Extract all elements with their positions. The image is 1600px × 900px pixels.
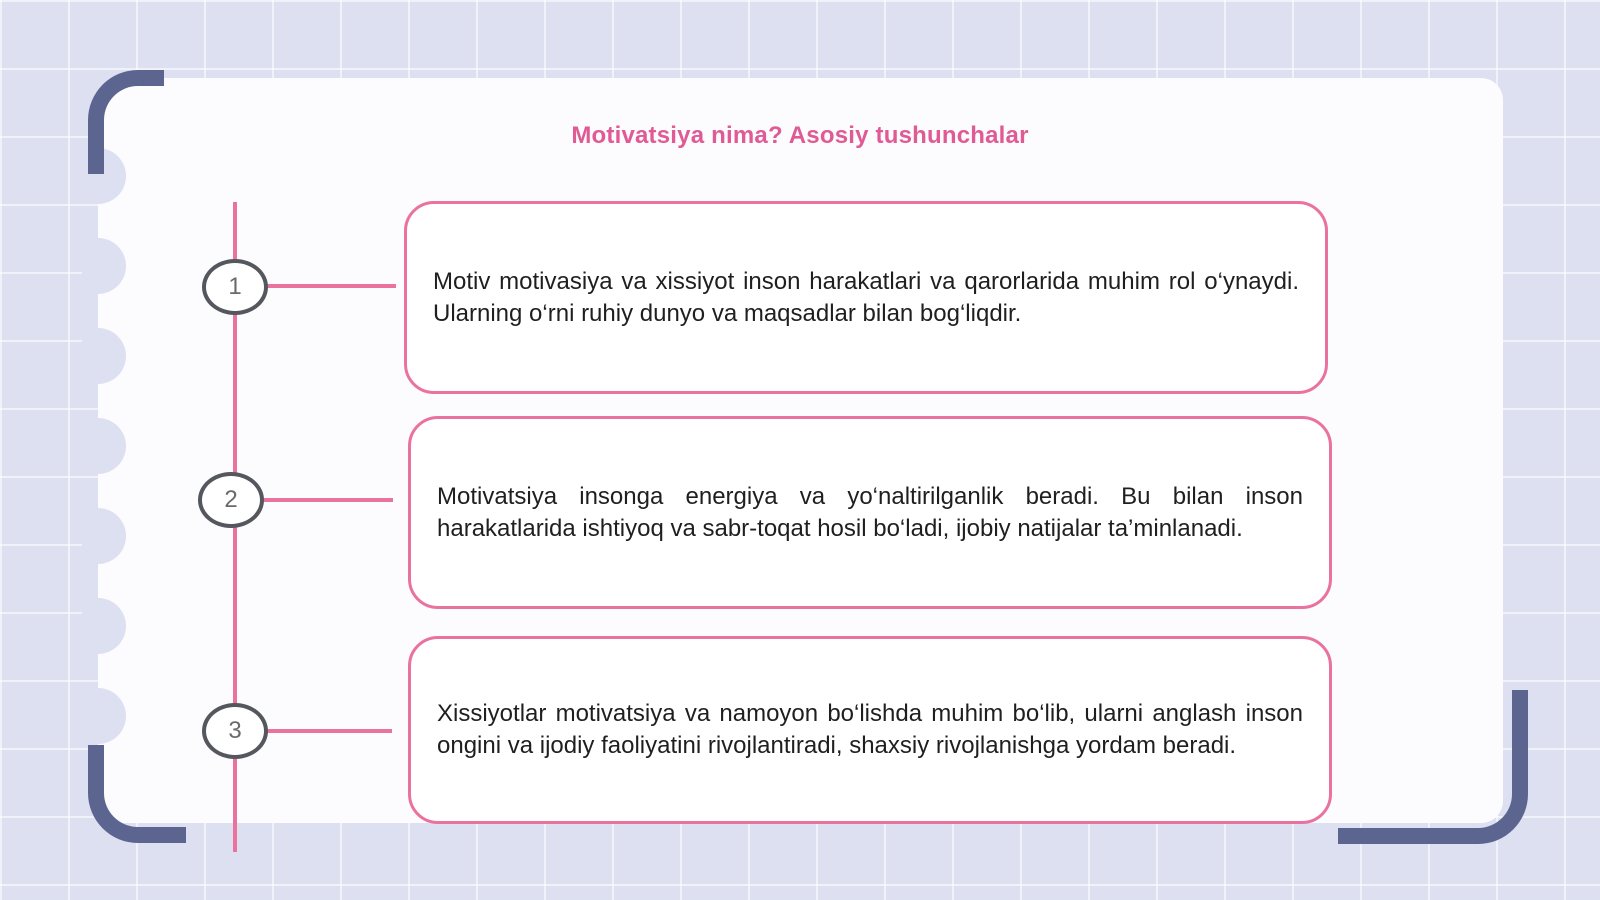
step-number-circle: 1 xyxy=(202,259,268,315)
point-text: Xissiyotlar motivatsiya va namoyon bo‘lishda muhim bo‘lib, ularni anglash inson ongini va ijodiy faoliyatini rivojlantiradi, shaxsiy rivojlanishga yordam beradi. xyxy=(437,700,1303,759)
point-text: Motivatsiya insonga energiya va yo‘naltirilganlik beradi. Bu bilan inson harakatlarida ishtiyoq va sabr-toqat hosil bo‘ladi, ijobiy natijalar ta’minlanadi. xyxy=(437,482,1303,542)
slide-title: Motivatsiya nima? Asosiy tushunchalar xyxy=(571,122,1029,149)
corner-bracket-bottom-left xyxy=(88,745,186,843)
step-number-circle: 3 xyxy=(202,703,268,759)
point-box xyxy=(408,416,1332,609)
timeline-connector xyxy=(263,498,393,502)
point-box xyxy=(404,201,1328,394)
step-number-circle: 2 xyxy=(198,472,264,528)
point-text: Motiv motivasiya va xissiyot inson harakatlari va qarorlarida muhim rol o‘ynaydi. Ularning o‘rni ruhiy dunyo va maqsadlar bilan bog‘liqdir. xyxy=(433,267,1299,327)
point-box xyxy=(408,636,1332,824)
timeline-connector xyxy=(266,284,396,288)
corner-bracket-bottom-right xyxy=(1338,690,1528,844)
timeline-connector xyxy=(266,729,392,733)
